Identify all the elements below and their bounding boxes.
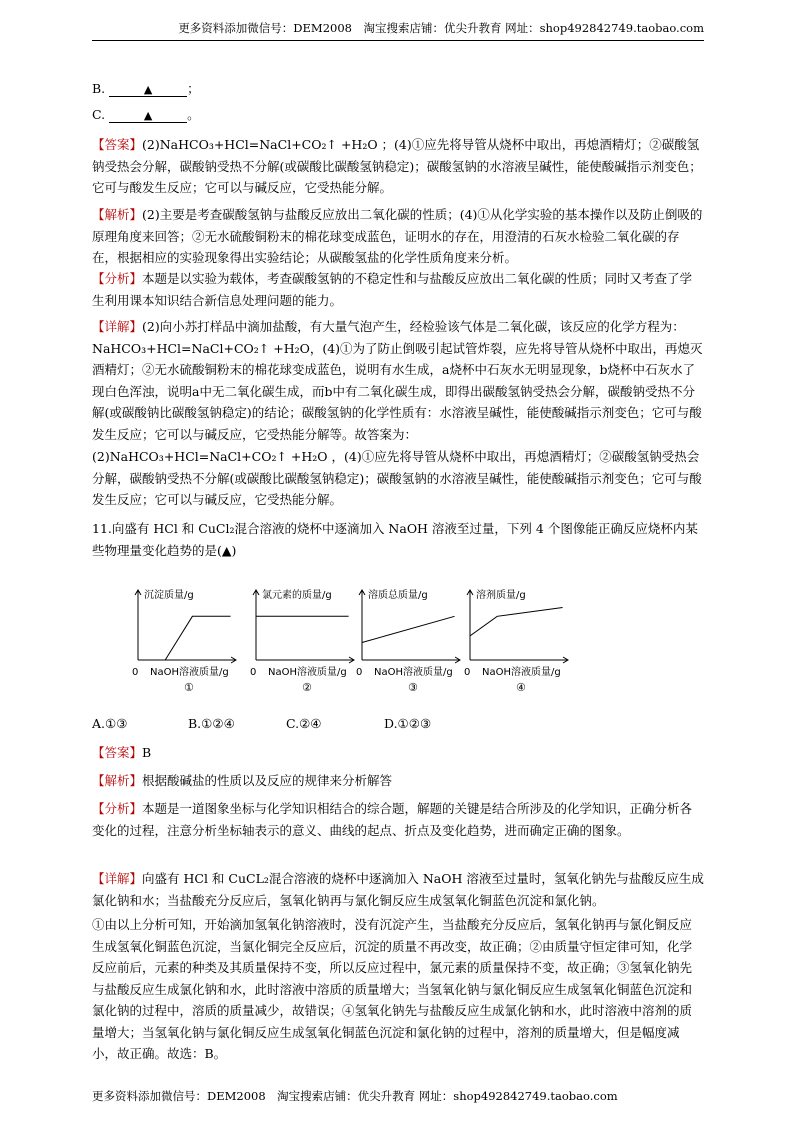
option-b: B.①②④	[188, 716, 235, 731]
origin-label: 0	[250, 667, 257, 678]
analysis-tag: 【解析】	[92, 207, 143, 222]
page-footer	[92, 1088, 618, 1104]
triangle-mark: ▲	[143, 109, 153, 122]
fenxi-text: 本题是一道图象坐标与化学知识相结合的综合题，解题的关键是结合所涉及的化学知识，正确分析各变化的过程，注意分析坐标轴表示的意义、曲线的起点、折点及变化趋势，进而确定正确的图象。	[92, 801, 693, 838]
header-text: 更多资料添加微信号：DEM2008 淘宝搜索店铺：优尖升教育 网址：shop492842749.taobao.com	[178, 21, 704, 35]
chart-3-svg	[352, 578, 474, 696]
analysis-text: (2)主要是考查碳酸氢钠与盐酸反应放出二氧化碳的性质；(4)①从化学实验的基本操作以及防止倒吸的原理角度来回答；②无水硫酸铜粉末的棉花球变成蓝色，证明水的存在，用澄清的石灰水检验二氧化碳的存在，根据相应的实验现象得出实验结论；从碳酸氢盐的化学性质角度来分析。	[92, 207, 703, 265]
answer-tag: 【答案】	[92, 137, 143, 152]
origin-label: 0	[356, 667, 363, 678]
chart-2-svg	[246, 578, 366, 696]
answer-text: B	[142, 745, 152, 760]
blank-label-c: C.	[92, 107, 106, 122]
y-axis-label: 氯元素的质量/g	[262, 590, 332, 601]
chart-caption: ③	[408, 681, 418, 694]
blank-label-b: B.	[92, 81, 106, 96]
answer-blank-c	[109, 108, 187, 123]
q11-analysis	[92, 770, 704, 792]
x-axis-label: NaOH溶液质量/g	[374, 667, 453, 678]
blank-line-c	[92, 105, 200, 125]
y-axis-label: 溶质总质量/g	[368, 590, 428, 601]
footer-text: 更多资料添加微信号：DEM2008 淘宝搜索店铺：优尖升教育 网址：shop492842749.taobao.com	[92, 1089, 618, 1103]
chart-1	[128, 578, 248, 696]
q11-answer	[92, 742, 704, 764]
fenxi-text: 本题是以实验为载体，考查碳酸氢钠的不稳定性和与盐酸反应放出二氧化碳的性质；同时又考查了学生利用课本知识结合新信息处理问题的能力。	[92, 271, 693, 308]
series-line	[138, 616, 231, 660]
analysis-tag: 【解析】	[92, 773, 143, 788]
fenxi-tag: 【分析】	[92, 801, 143, 816]
chart-caption: ②	[302, 681, 312, 694]
blank-line-b	[92, 79, 200, 99]
detail-text: (2)向小苏打样品中滴加盐酸，有大量气泡产生，经检验该气体是二氧化碳，该反应的化学方程为：NaHCO₃+HCl=NaCl+CO₂↑ +H₂O，(4)①为了防止倒吸引起试管炸裂，应先将导管从烧杯中取出，再熄灭酒精灯；②无水硫酸铜粉末的棉花球变成蓝色，说明有水生成，a烧杯中石灰水无明显现象，b烧杯中石灰水了现白色浑浊，说明a中无二氧化碳生成，而b中有二氧化碳生成，即得出碳酸氢钠受热会分解，碳酸钠受热不分解(或碳酸钠比碳酸氢钠稳定)的结论；碳酸氢钠的化学性质有：水溶液呈碱性，能使酸碱指示剂变色；它可与酸发生反应；它可以与碱反应，它受热能分解等。故答案为：	[92, 319, 703, 442]
option-a: A.①③	[92, 716, 128, 731]
blank-end-b: ；	[187, 81, 200, 96]
q11-detail	[92, 868, 704, 911]
answer-blank-b	[109, 82, 187, 97]
q10-fenxi	[92, 268, 704, 311]
detail-tag: 【详解】	[92, 871, 143, 886]
option-d: D.①②③	[384, 716, 432, 731]
analysis-text: 根据酸碱盐的性质以及反应的规律来分析解答	[142, 773, 393, 788]
detail-text: 向盛有 HCl 和 CuCL₂混合溶液的烧杯中逐滴加入 NaOH 溶液至过量时，氢氧化钠先与盐酸反应生成氯化钠和水；当盐酸充分反应后，氢氧化钠再与氯化铜反应生成氢氧化铜蓝色沉淀和氯化钠。	[92, 871, 704, 908]
option-c: C.②④	[286, 716, 322, 731]
q11-stem	[92, 518, 704, 561]
y-axis-label: 沉淀质量/g	[144, 590, 194, 601]
chart-2	[246, 578, 366, 696]
chart-4	[460, 578, 582, 696]
x-axis-label: NaOH溶液质量/g	[268, 667, 347, 678]
page-header	[92, 20, 704, 41]
q10-analysis	[92, 204, 704, 269]
detail-text-2: (2)NaHCO₃+HCl=NaCl+CO₂↑ +H₂O ，(4)①应先将导管从烧杯中取出，再熄酒精灯；②碳酸氢钠受热会分解，碳酸钠受热不分解(或碳酸比碳酸氢钠稳定)；碳酸氢钠的水溶液呈碱性，能使酸碱指示剂变色；它可与酸发生反应；它可以与碱反应，它受热能分解。	[92, 449, 702, 507]
chart-1-svg	[128, 578, 248, 696]
answer-text: (2)NaHCO₃+HCl=NaCl+CO₂↑ +H₂O ；(4)①应先将导管从烧杯中取出，再熄酒精灯；②碳酸氢钠受热会分解，碳酸钠受热不分解(或碳酸比碳酸氢钠稳定)；碳酸氢钠的水溶液呈碱性，能使酸碱指示剂变色；它可与酸发生反应；它可以与碱反应，它受热能分解。	[92, 137, 702, 195]
triangle-mark: ▲	[143, 83, 153, 96]
detail-tag: 【详解】	[92, 319, 143, 334]
blank-end-c: 。	[187, 107, 200, 122]
chart-4-svg	[460, 578, 582, 696]
detail-text-2: ①由以上分析可知，开始滴加氢氧化钠溶液时，没有沉淀产生，当盐酸充分反应后，氢氧化钠再与氯化铜反应生成氢氧化铜蓝色沉淀，当氯化铜完全反应后，沉淀的质量不再改变，故正确；②由质量守恒定律可知，化学反应前后，元素的种类及其质量保持不变，所以反应过程中，氯元素的质量保持不变，故正确；③氢氧化钠先与盐酸反应生成氯化钠和水，此时溶液中溶质的质量增大；当氢氧化钠与氯化铜反应生成氢氧化铜蓝色沉淀和氯化钠的过程中，溶质的质量减少，故错误；④氢氧化钠先与盐酸反应生成氯化钠和水，此时溶液中溶剂的质量增大；当氢氧化钠与氯化铜反应生成氢氧化铜蓝色沉淀和氯化钠的过程中，溶剂的质量增大，但是幅度减小，故正确。故选：B。	[92, 917, 693, 1061]
chart-caption: ①	[184, 681, 194, 694]
q11-options	[92, 716, 704, 736]
q11-fenxi	[92, 798, 704, 841]
chart-3	[352, 578, 474, 696]
x-axis-label: NaOH溶液质量/g	[482, 667, 561, 678]
chart-caption: ④	[516, 681, 526, 694]
series-line	[470, 608, 563, 636]
series-line	[362, 616, 455, 642]
answer-tag: 【答案】	[92, 745, 143, 760]
x-axis-label: NaOH溶液质量/g	[150, 667, 229, 678]
q10-detail-2	[92, 446, 704, 511]
q10-answer	[92, 134, 704, 199]
origin-label: 0	[132, 667, 139, 678]
q10-detail	[92, 316, 704, 445]
question-stem: 11.向盛有 HCl 和 CuCl₂混合溶液的烧杯中逐滴加入 NaOH 溶液至过量，下列 4 个图像能正确反应烧杯内某些物理量变化趋势的是(▲)	[92, 521, 698, 558]
origin-label: 0	[464, 667, 471, 678]
y-axis-label: 溶剂质量/g	[476, 590, 526, 601]
fenxi-tag: 【分析】	[92, 271, 143, 286]
q11-detail-2	[92, 914, 704, 1065]
